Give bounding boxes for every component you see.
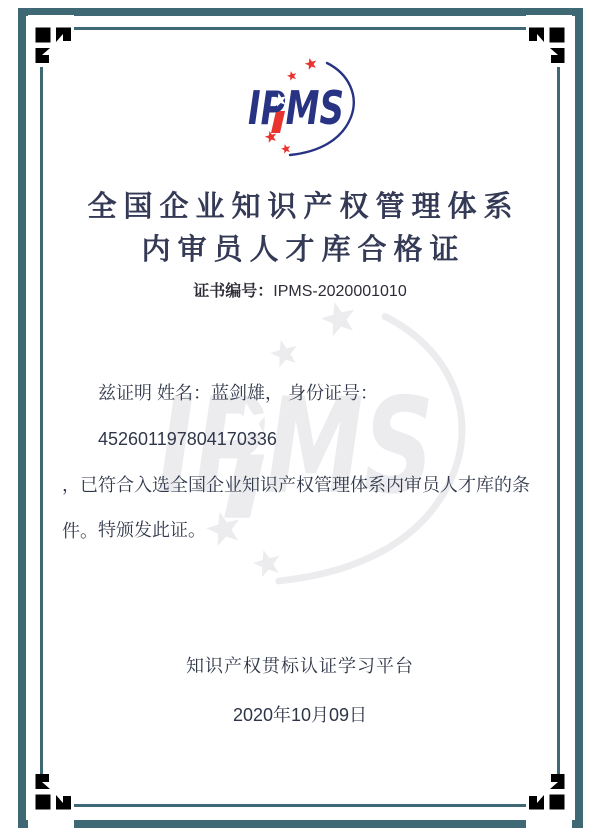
issue-date: 2020年10月09日 <box>232 705 368 725</box>
corner-ornament-top-right-icon <box>527 17 575 65</box>
certificate-number-value: IPMS-2020001010 <box>273 283 407 300</box>
corner-ornament-bottom-right-icon <box>527 772 575 820</box>
closing-statement: 特颁发此证。 <box>98 520 206 540</box>
certificate-title <box>0 186 600 272</box>
issuer-name: 知识产权贯标认证学习平台 <box>186 656 414 676</box>
ipms-logo-icon <box>240 55 360 159</box>
title-line-1: 全国企业知识产权管理体系 <box>87 191 520 223</box>
corner-ornament-bottom-left-icon <box>25 772 73 820</box>
certificate-number <box>0 278 600 301</box>
body-line-1: 兹证明 姓名：蓝剑雄， 身份证号：452601197804170336 <box>98 383 379 449</box>
title-line-2: 内审员人才库合格证 <box>141 234 466 266</box>
certificate-number-label: 证书编号： <box>193 283 274 300</box>
corner-ornament-top-left-icon <box>25 17 73 65</box>
body-line-2: ，已符合入选全国企业知识产权管理体系内审员人才库的条件。 <box>62 475 530 541</box>
